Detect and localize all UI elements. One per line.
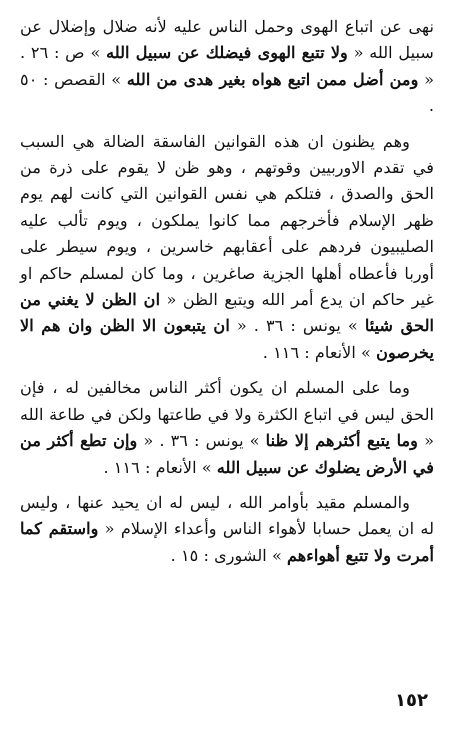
text-segment: » الأنعام : ١١٦ . xyxy=(262,342,377,362)
text-segment: والمسلم مقيد بأوامر الله ، ليس له ان يحيد عنها ، وليس له ان يعمل حسابا لأهواء الناس وأعداء الإسلام « xyxy=(20,492,434,539)
text-segment: وهم يظنون ان هذه القوانين الفاسقة الضالة هي السبب في تقدم الاوربيين وقوتهم ، وهو ظن لا يقوم على ذرة من الحق والصدق ، فتلكم هي نفس القوانين التي كانت لهم يوم ظهر الإسلام فأخرجهم مما كانوا يملكون ، ويوم تألب عليه الصليبيون فردهم على أعقابهم خاسرين ، ويوم سيطر على أوربا فأعطاه أهلها الجزية صاغرين ، وما كان لمسلم حاكم او غير حاكم ان يدع أمر الله ويتبع الظن « xyxy=(20,131,434,310)
quran-quote: ولا تتبع الهوى فيضلك عن سبيل الله xyxy=(106,43,348,63)
quran-quote: وما يتبع أكثرهم إلا ظنا xyxy=(265,431,418,451)
body-text xyxy=(20,14,434,569)
text-segment: » يونس : ٣٦ . « xyxy=(137,431,266,451)
paragraph xyxy=(20,14,434,120)
paragraph xyxy=(20,490,434,569)
text-segment: » ص : ٢٦ . « xyxy=(20,43,434,89)
quran-quote: ان الظن لا يغني من الحق شيئا xyxy=(20,290,435,336)
text-segment: » الأنعام : ١١٦ . xyxy=(103,457,217,477)
text-segment: وما على المسلم ان يكون أكثر الناس مخالفين له ، فإن الحق ليس في اتباع الكثرة ولا في طاعتها ولكن في طاعة الله « xyxy=(20,378,434,451)
text-segment: » يونس : ٣٦ . « xyxy=(229,316,365,336)
quran-quote: ان يتبعون الا الظن وان هم الا يخرصون xyxy=(20,316,434,362)
paragraph xyxy=(20,375,434,481)
text-segment: نهى عن اتباع الهوى وحمل الناس عليه لأنه ضلال وإضلال عن سبيل الله « xyxy=(20,17,434,63)
text-segment: » القصص : ٥٠ . xyxy=(20,69,434,116)
page-number: ١٥٢ xyxy=(395,690,428,711)
text-segment: » الشورى : ١٥ . xyxy=(170,545,287,565)
paragraph xyxy=(20,129,434,367)
quran-quote: وإن تطع أكثر من في الأرض يضلوك عن سبيل الله xyxy=(20,431,434,477)
quran-quote: واستقم كما أمرت ولا تتبع أهواءهم xyxy=(20,519,434,565)
quran-quote: ومن أضل ممن اتبع هواه بغير هدى من الله xyxy=(126,69,419,89)
